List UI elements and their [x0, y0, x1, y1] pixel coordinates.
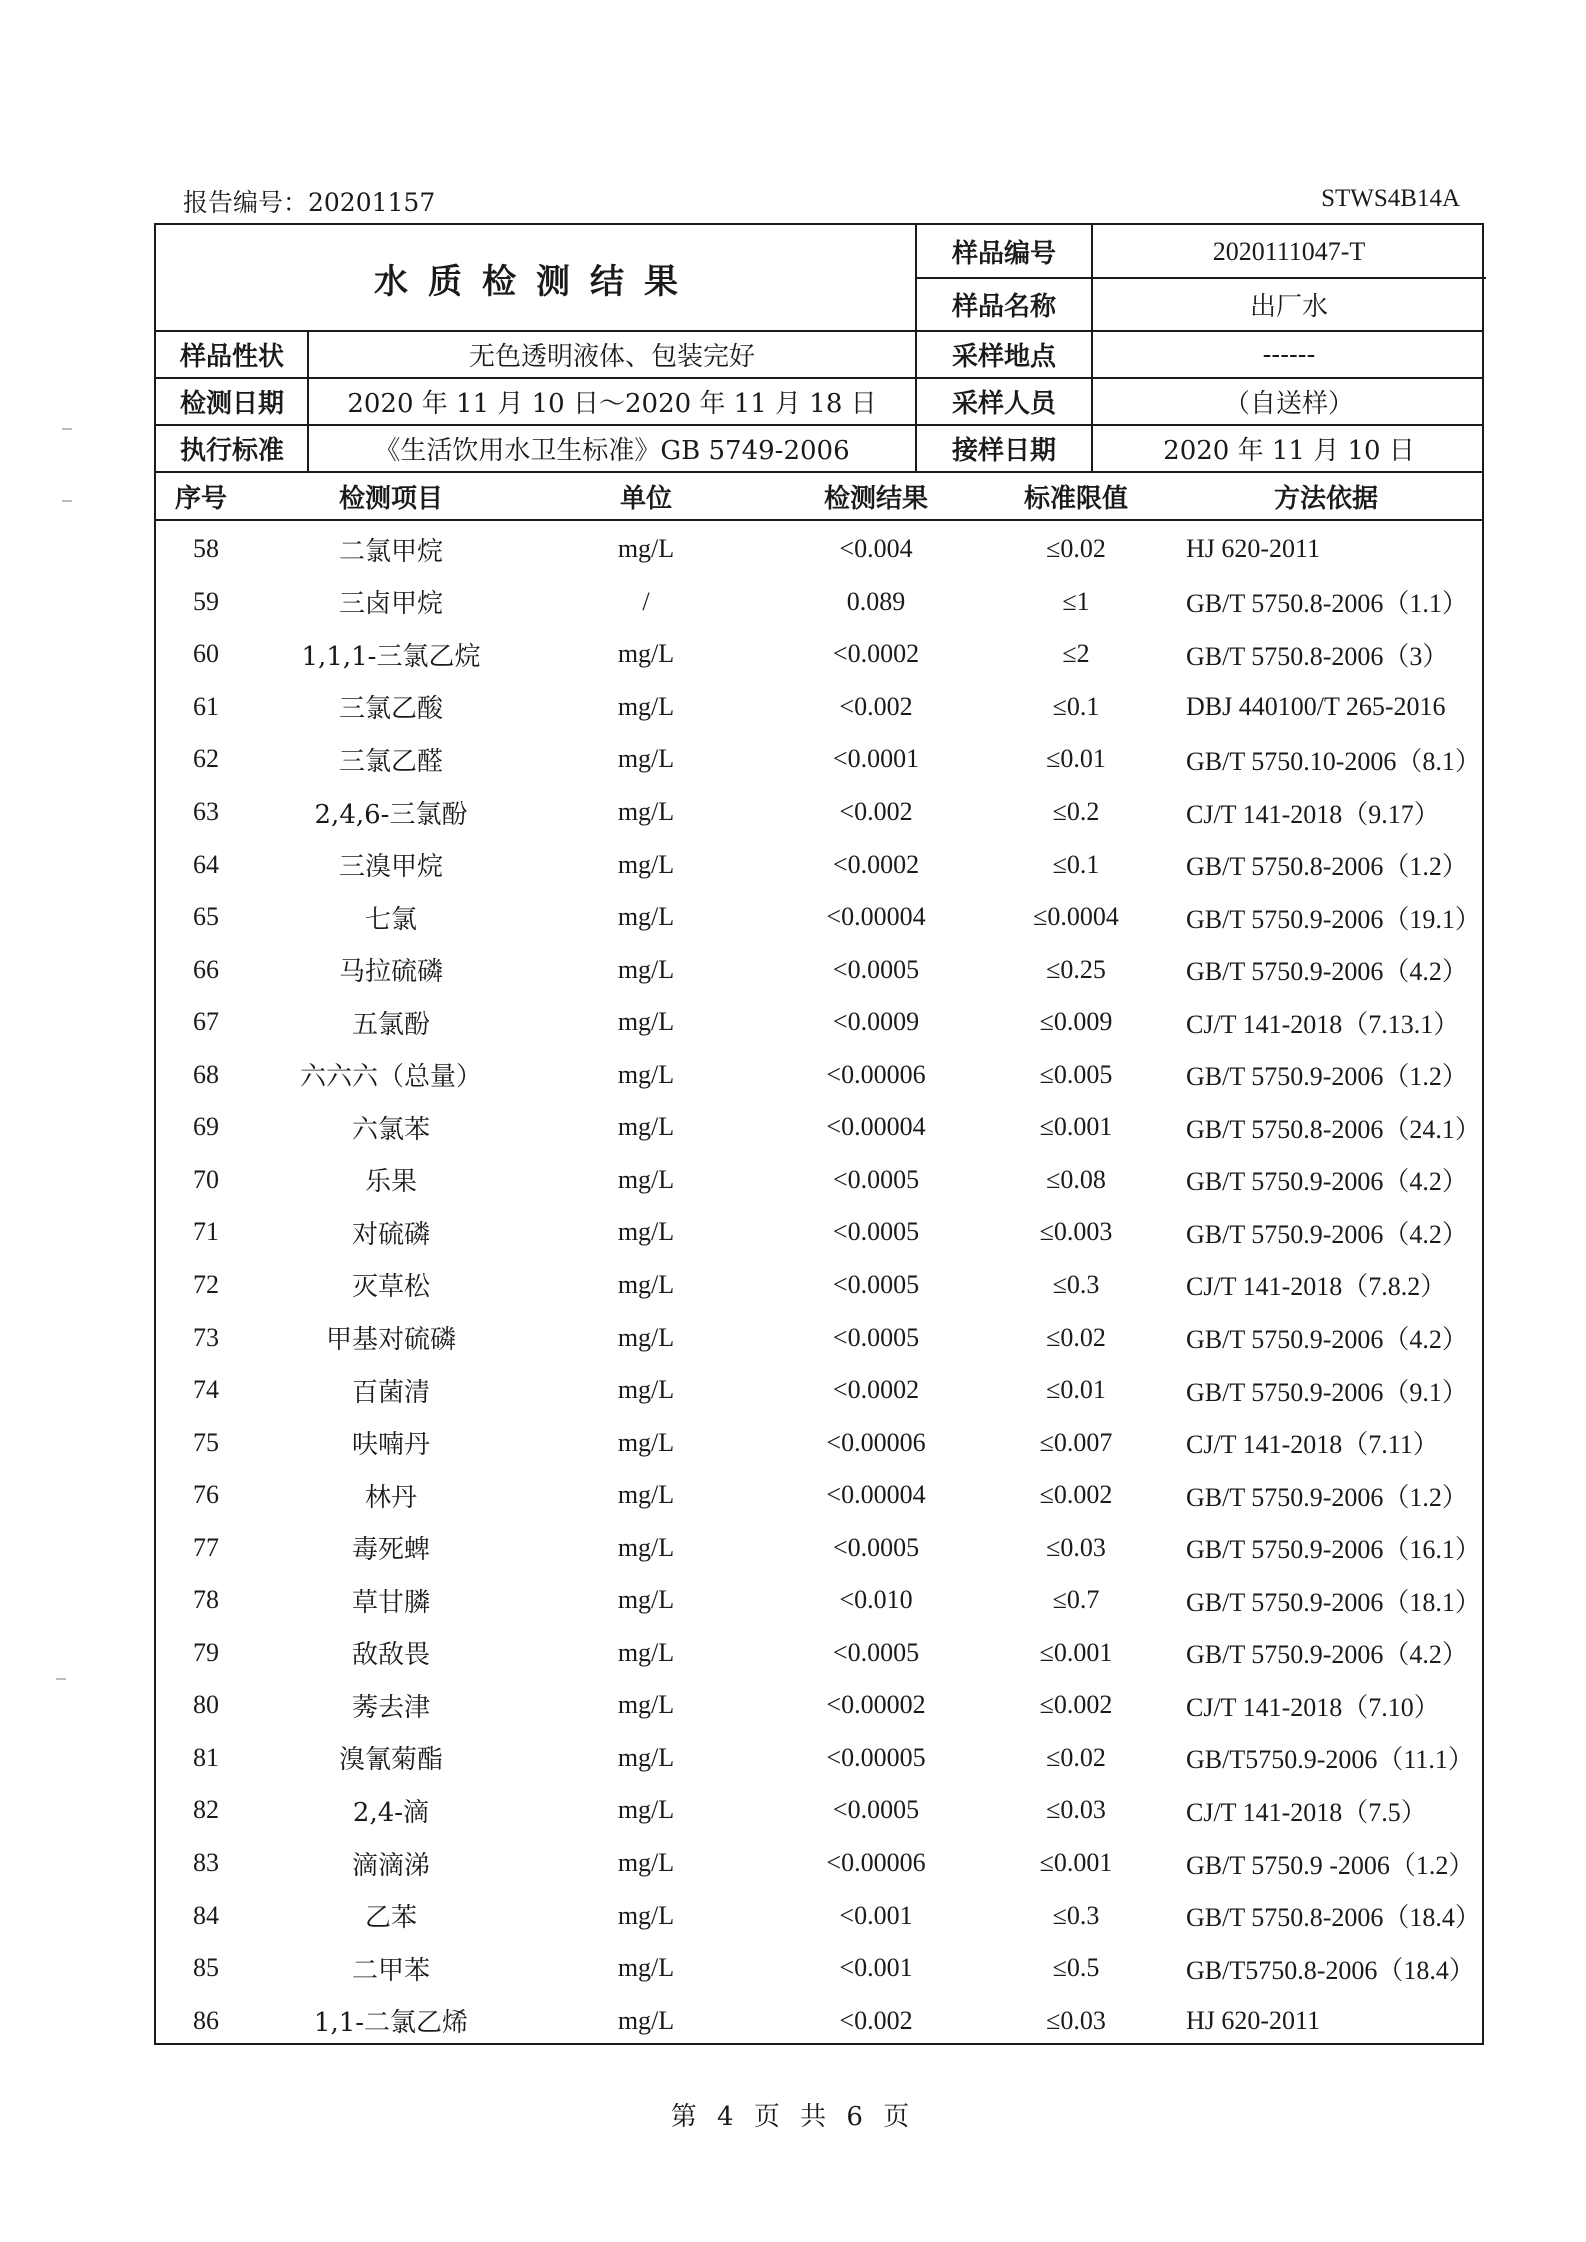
row-method: CJ/T 141-2018（7.10）: [1186, 1692, 1440, 1722]
row-unit: mg/L: [617, 1269, 675, 1299]
table-row: [156, 891, 1482, 944]
row-method: GB/T 5750.9-2006（16.1）: [1186, 1535, 1481, 1565]
row-item: 二氯甲烷: [338, 536, 443, 567]
row-seq: 83: [193, 1848, 219, 1878]
row-item: 五氯酚: [351, 1009, 430, 1040]
row-item: 二甲苯: [351, 1955, 430, 1986]
table-row: [156, 1732, 1482, 1785]
row-unit: mg/L: [617, 2005, 675, 2035]
row-result: 0.089: [846, 586, 906, 616]
row-seq: 86: [193, 2005, 219, 2035]
row-result: <0.0005: [832, 1269, 920, 1299]
row-seq: 76: [193, 1480, 219, 1510]
row-item: 六六六（总量）: [299, 1062, 482, 1093]
row-unit: mg/L: [617, 1848, 675, 1878]
row-method: GB/T 5750.9-2006（9.1）: [1186, 1377, 1468, 1407]
row-method: GB/T 5750.8-2006（1.1）: [1186, 589, 1468, 619]
row-result: <0.0005: [832, 1164, 920, 1194]
row-method: CJ/T 141-2018（7.5）: [1186, 1797, 1427, 1827]
row-limit: ≤0.02: [1046, 1322, 1106, 1352]
row-seq: 84: [193, 1900, 219, 1930]
row-limit: ≤0.2: [1052, 797, 1100, 827]
row-result: <0.00006: [826, 1427, 926, 1457]
row-limit: ≤1: [1062, 586, 1090, 616]
row-item: 莠去津: [351, 1692, 430, 1723]
sampling-place-value: ------: [1262, 339, 1316, 370]
table-row: [156, 1416, 1482, 1469]
row-item: 草甘膦: [351, 1587, 430, 1618]
row-method: GB/T5750.8-2006（18.4）: [1186, 1955, 1475, 1985]
row-result: <0.00004: [826, 1112, 926, 1142]
row-unit: mg/L: [617, 1217, 675, 1247]
row-method: GB/T 5750.9-2006（4.2）: [1186, 1219, 1468, 1249]
row-result: <0.0005: [832, 1637, 920, 1667]
table-row: [156, 838, 1482, 891]
sampling-place-label: 采样地点: [951, 342, 1056, 372]
row-method: GB/T 5750.8-2006（3）: [1186, 641, 1449, 671]
test-date-label: 检测日期: [179, 389, 284, 419]
row-item: 七氯: [364, 904, 417, 935]
row-method: GB/T 5750.10-2006（8.1）: [1186, 746, 1481, 776]
table-row: [156, 523, 1482, 576]
row-unit: mg/L: [617, 1585, 675, 1615]
row-method: GB/T 5750.9-2006（4.2）: [1186, 957, 1468, 987]
row-unit: mg/L: [617, 1795, 675, 1825]
row-result: <0.002: [839, 691, 913, 721]
row-unit: mg/L: [617, 1059, 675, 1089]
row-seq: 82: [193, 1795, 219, 1825]
row-item: 2,4,6-三氯酚: [314, 799, 468, 830]
row-item: 三氯乙酸: [338, 694, 443, 725]
row-item: 三溴甲烷: [338, 852, 443, 883]
row-unit: mg/L: [617, 797, 675, 827]
table-row: [156, 1627, 1482, 1680]
column-header-limit: 标准限值: [1023, 483, 1128, 513]
row-method: GB/T 5750.8-2006（24.1）: [1186, 1114, 1481, 1144]
row-seq: 74: [193, 1375, 219, 1405]
row-seq: 66: [193, 954, 219, 984]
row-method: GB/T 5750.8-2006（1.2）: [1186, 852, 1468, 882]
document-code: STWS4B14A: [1321, 185, 1460, 212]
row-unit: mg/L: [617, 639, 675, 669]
row-item: 三卤甲烷: [338, 589, 443, 620]
row-item: 林丹: [364, 1482, 417, 1513]
table-row: [156, 786, 1482, 839]
row-seq: 79: [193, 1637, 219, 1667]
row-item: 1,1,1-三氯乙烷: [301, 641, 481, 672]
row-result: <0.00005: [826, 1742, 926, 1772]
row-result: <0.00006: [826, 1848, 926, 1878]
column-header-seq: 序号: [174, 483, 227, 513]
row-unit: /: [642, 586, 650, 616]
row-item: 百菌清: [351, 1377, 430, 1408]
table-row: [156, 1206, 1482, 1259]
row-seq: 62: [193, 744, 219, 774]
row-result: <0.0005: [832, 1795, 920, 1825]
standard-value: 《生活饮用水卫生标准》GB 5749-2006: [374, 436, 850, 466]
row-item: 2,4-滴: [352, 1797, 430, 1828]
table-row: [156, 996, 1482, 1049]
row-seq: 65: [193, 902, 219, 932]
row-seq: 64: [193, 849, 219, 879]
row-seq: 60: [193, 639, 219, 669]
row-unit: mg/L: [617, 691, 675, 721]
row-limit: ≤0.001: [1039, 1637, 1113, 1667]
row-item: 乙苯: [364, 1903, 417, 1934]
row-seq: 67: [193, 1007, 219, 1037]
report-number: 报告编号：20201157: [183, 188, 436, 217]
row-result: <0.00006: [826, 1059, 926, 1089]
row-unit: mg/L: [617, 1532, 675, 1562]
row-seq: 68: [193, 1059, 219, 1089]
row-result: <0.0009: [832, 1007, 920, 1037]
page-number: 第 4 页 共 6 页: [670, 2102, 916, 2132]
row-result: <0.001: [839, 1953, 913, 1983]
row-method: GB/T 5750.9-2006（1.2）: [1186, 1482, 1468, 1512]
row-limit: ≤0.03: [1046, 1532, 1106, 1562]
row-result: <0.0005: [832, 1217, 920, 1247]
row-unit: mg/L: [617, 1900, 675, 1930]
row-seq: 80: [193, 1690, 219, 1720]
row-result: <0.0002: [832, 639, 920, 669]
row-seq: 58: [193, 534, 219, 564]
table-row: [156, 1784, 1482, 1837]
row-seq: 73: [193, 1322, 219, 1352]
sampler-value: （自送样）: [1223, 389, 1354, 419]
row-item: 敌敌畏: [351, 1640, 430, 1671]
row-result: <0.0005: [832, 1532, 920, 1562]
row-unit: mg/L: [617, 1427, 675, 1457]
sample-no-label: 样品编号: [951, 239, 1056, 269]
column-header-unit: 单位: [619, 483, 672, 513]
row-unit: mg/L: [617, 1637, 675, 1667]
row-method: DBJ 440100/T 265-2016: [1186, 691, 1446, 721]
row-limit: ≤0.1: [1052, 691, 1100, 721]
sample-name-value: 出厂水: [1249, 292, 1328, 322]
receive-date-value: 2020 年 11 月 10 日: [1163, 436, 1415, 466]
row-unit: mg/L: [617, 534, 675, 564]
table-row: [156, 576, 1482, 629]
column-header-row: [156, 472, 1482, 520]
row-seq: 63: [193, 797, 219, 827]
row-result: <0.00004: [826, 1480, 926, 1510]
row-method: GB/T 5750.9 -2006（1.2）: [1186, 1850, 1475, 1880]
table-row: [156, 1942, 1482, 1995]
row-method: CJ/T 141-2018（7.13.1）: [1186, 1009, 1460, 1039]
row-seq: 77: [193, 1532, 219, 1562]
table-row: [156, 1837, 1482, 1890]
row-seq: 59: [193, 586, 219, 616]
results-table: [154, 223, 1484, 2045]
row-method: GB/T 5750.9-2006（4.2）: [1186, 1167, 1468, 1197]
row-limit: ≤0.25: [1046, 954, 1106, 984]
row-method: CJ/T 141-2018（7.8.2）: [1186, 1272, 1447, 1302]
row-method: GB/T 5750.9-2006（18.1）: [1186, 1587, 1481, 1617]
table-row: [156, 628, 1482, 681]
sample-state-value: 无色透明液体、包装完好: [468, 342, 755, 372]
row-unit: mg/L: [617, 1375, 675, 1405]
row-item: 滴滴涕: [351, 1850, 430, 1881]
row-method: HJ 620-2011: [1186, 2005, 1321, 2035]
row-unit: mg/L: [617, 1007, 675, 1037]
table-row: [156, 1101, 1482, 1154]
row-seq: 70: [193, 1164, 219, 1194]
row-seq: 85: [193, 1953, 219, 1983]
sample-state-label: 样品性状: [179, 342, 284, 372]
table-row: [156, 1521, 1482, 1574]
table-row: [156, 1994, 1482, 2047]
column-header-result: 检测结果: [823, 483, 928, 513]
row-result: <0.00004: [826, 902, 926, 932]
row-item: 灭草松: [351, 1272, 430, 1303]
table-row: [156, 1049, 1482, 1102]
row-result: <0.001: [839, 1900, 913, 1930]
row-limit: ≤0.03: [1046, 1795, 1106, 1825]
row-method: GB/T 5750.9-2006（19.1）: [1186, 904, 1481, 934]
row-method: GB/T 5750.9-2006（1.2）: [1186, 1062, 1468, 1092]
row-result: <0.0002: [832, 1375, 920, 1405]
receive-date-label: 接样日期: [951, 436, 1056, 466]
row-unit: mg/L: [617, 1322, 675, 1352]
row-method: GB/T 5750.9-2006（4.2）: [1186, 1325, 1468, 1355]
row-limit: ≤0.1: [1052, 849, 1100, 879]
row-limit: ≤0.005: [1039, 1059, 1113, 1089]
row-result: <0.002: [839, 797, 913, 827]
row-unit: mg/L: [617, 1953, 675, 1983]
row-item: 马拉硫磷: [338, 957, 443, 988]
row-seq: 81: [193, 1742, 219, 1772]
row-result: <0.0005: [832, 954, 920, 984]
row-item: 乐果: [364, 1167, 417, 1198]
table-row: [156, 681, 1482, 734]
row-limit: ≤0.001: [1039, 1112, 1113, 1142]
table-row: [156, 1469, 1482, 1522]
row-unit: mg/L: [617, 954, 675, 984]
row-limit: ≤2: [1062, 639, 1090, 669]
table-row: [156, 1259, 1482, 1312]
row-seq: 69: [193, 1112, 219, 1142]
row-limit: ≤0.001: [1039, 1848, 1113, 1878]
row-limit: ≤0.007: [1039, 1427, 1113, 1457]
row-limit: ≤0.01: [1046, 1375, 1106, 1405]
row-item: 六氯苯: [351, 1114, 430, 1145]
row-seq: 71: [193, 1217, 219, 1247]
row-limit: ≤0.01: [1046, 744, 1106, 774]
row-result: <0.002: [839, 2005, 913, 2035]
sampler-label: 采样人员: [951, 389, 1056, 419]
row-item: 毒死蜱: [351, 1535, 430, 1566]
table-row: [156, 943, 1482, 996]
row-limit: ≤0.009: [1039, 1007, 1113, 1037]
row-unit: mg/L: [617, 1742, 675, 1772]
row-limit: ≤0.5: [1052, 1953, 1100, 1983]
column-header-item: 检测项目: [338, 483, 443, 514]
row-limit: ≤0.0004: [1033, 902, 1119, 932]
row-method: CJ/T 141-2018（9.17）: [1186, 799, 1440, 829]
sample-name-label: 样品名称: [951, 292, 1056, 322]
row-unit: mg/L: [617, 1164, 675, 1194]
row-method: GB/T 5750.9-2006（4.2）: [1186, 1640, 1468, 1670]
row-item: 溴氰菊酯: [338, 1745, 443, 1776]
row-limit: ≤0.02: [1046, 1742, 1106, 1772]
row-limit: ≤0.003: [1039, 1217, 1113, 1247]
table-title: 水质检测结果: [374, 261, 698, 302]
row-method: HJ 620-2011: [1186, 534, 1321, 564]
row-result: <0.0002: [832, 849, 920, 879]
row-item: 甲基对硫磷: [325, 1325, 456, 1356]
table-row: [156, 1154, 1482, 1207]
test-date-value: 2020 年 11 月 10 日～2020 年 11 月 18 日: [347, 389, 877, 419]
row-item: 对硫磷: [351, 1219, 430, 1250]
row-limit: ≤0.03: [1046, 2005, 1106, 2035]
standard-label: 执行标准: [179, 436, 284, 466]
table-row: [156, 1574, 1482, 1627]
row-unit: mg/L: [617, 1112, 675, 1142]
row-item: 1,1-二氯乙烯: [313, 2008, 469, 2039]
row-limit: ≤0.7: [1052, 1585, 1100, 1615]
row-result: <0.00002: [826, 1690, 926, 1720]
row-seq: 75: [193, 1427, 219, 1457]
table-row: [156, 1889, 1482, 1942]
row-limit: ≤0.002: [1039, 1480, 1113, 1510]
row-limit: ≤0.3: [1052, 1900, 1100, 1930]
row-result: <0.0001: [832, 744, 920, 774]
row-result: <0.004: [839, 534, 913, 564]
column-header-method: 方法依据: [1273, 483, 1378, 514]
row-limit: ≤0.3: [1052, 1269, 1100, 1299]
row-item: 三氯乙醛: [338, 746, 443, 777]
row-unit: mg/L: [617, 1690, 675, 1720]
row-limit: ≤0.08: [1046, 1164, 1106, 1194]
row-unit: mg/L: [617, 744, 675, 774]
table-row: [156, 1364, 1482, 1417]
table-row: [156, 1679, 1482, 1732]
row-unit: mg/L: [617, 849, 675, 879]
row-seq: 78: [193, 1585, 219, 1615]
row-seq: 72: [193, 1269, 219, 1299]
table-row: [156, 1311, 1482, 1364]
row-result: <0.0005: [832, 1322, 920, 1352]
sample-no-value: 2020111047-T: [1212, 236, 1366, 266]
table-row: [156, 733, 1482, 786]
row-method: GB/T5750.9-2006（11.1）: [1186, 1745, 1474, 1775]
row-method: CJ/T 141-2018（7.11）: [1186, 1430, 1439, 1460]
row-unit: mg/L: [617, 902, 675, 932]
row-limit: ≤0.002: [1039, 1690, 1113, 1720]
row-item: 呋喃丹: [351, 1430, 430, 1461]
row-method: GB/T 5750.8-2006（18.4）: [1186, 1903, 1481, 1933]
row-unit: mg/L: [617, 1480, 675, 1510]
row-seq: 61: [193, 691, 219, 721]
row-result: <0.010: [839, 1585, 913, 1615]
row-limit: ≤0.02: [1046, 534, 1106, 564]
